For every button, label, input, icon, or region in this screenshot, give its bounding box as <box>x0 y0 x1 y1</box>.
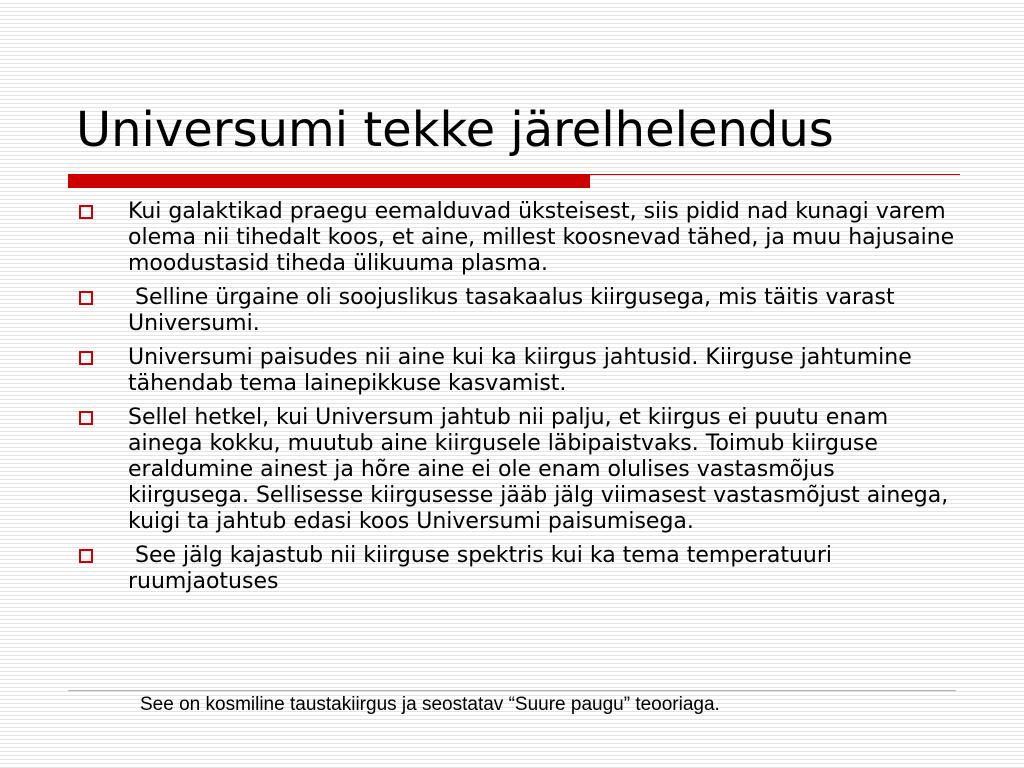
bullet-text: Universumi paisudes nii aine kui ka kiirgus jahtusid. Kiirguse jahtumine tähendab tema lainepikkuse kasvamist. <box>128 345 919 396</box>
hollow-square-bullet-icon <box>79 549 93 563</box>
hollow-square-bullet-icon <box>79 205 93 219</box>
bullet-text: Sellel hetkel, kui Universum jahtub nii palju, et kiirgus ei puutu enam ainega kokku, muutub aine kiirgusele läbipaistvaks. Toimub kiirguse eraldumine ainest ja hõre aine ei ole enam olulises vastasmõjus kiirgusega. Sellisesse kiirgusesse jääb jälg viimasest vastasmõjust ainega, kuigi ta jahtub edasi koos Universumi paisumisega. <box>128 405 956 534</box>
hollow-square-bullet-icon <box>79 411 93 425</box>
bullet-list <box>76 199 962 603</box>
title-underline-line <box>590 174 960 175</box>
bullet-item <box>76 285 956 337</box>
bullet-text: Kui galaktikad praegu eemalduvad üksteisest, siis pidid nad kunagi varem olema nii tihedalt koos, et aine, millest koosnevad tähed, ja muu hajusaine moodustasid tiheda ülikuuma plasma. <box>128 199 962 276</box>
title-underline-bar <box>68 174 590 188</box>
bullet-text: See jälg kajastub nii kiirguse spektris kui ka tema temperatuuri ruumjaotuses <box>128 543 840 594</box>
bullet-item <box>76 543 956 595</box>
hollow-square-bullet-icon <box>79 351 93 365</box>
footer-note: See on kosmiline taustakiirgus ja seostatav “Suure paugu” teooriaga. <box>140 694 720 715</box>
bullet-item <box>76 345 956 397</box>
hollow-square-bullet-icon <box>79 291 93 305</box>
bullet-item <box>76 199 962 277</box>
bullet-text: Selline ürgaine oli soojuslikus tasakaalus kiirgusega, mis täitis varast Universumi. <box>128 285 902 336</box>
slide-title: Universumi tekke järelhelendus <box>76 102 834 158</box>
bullet-item <box>76 405 956 535</box>
